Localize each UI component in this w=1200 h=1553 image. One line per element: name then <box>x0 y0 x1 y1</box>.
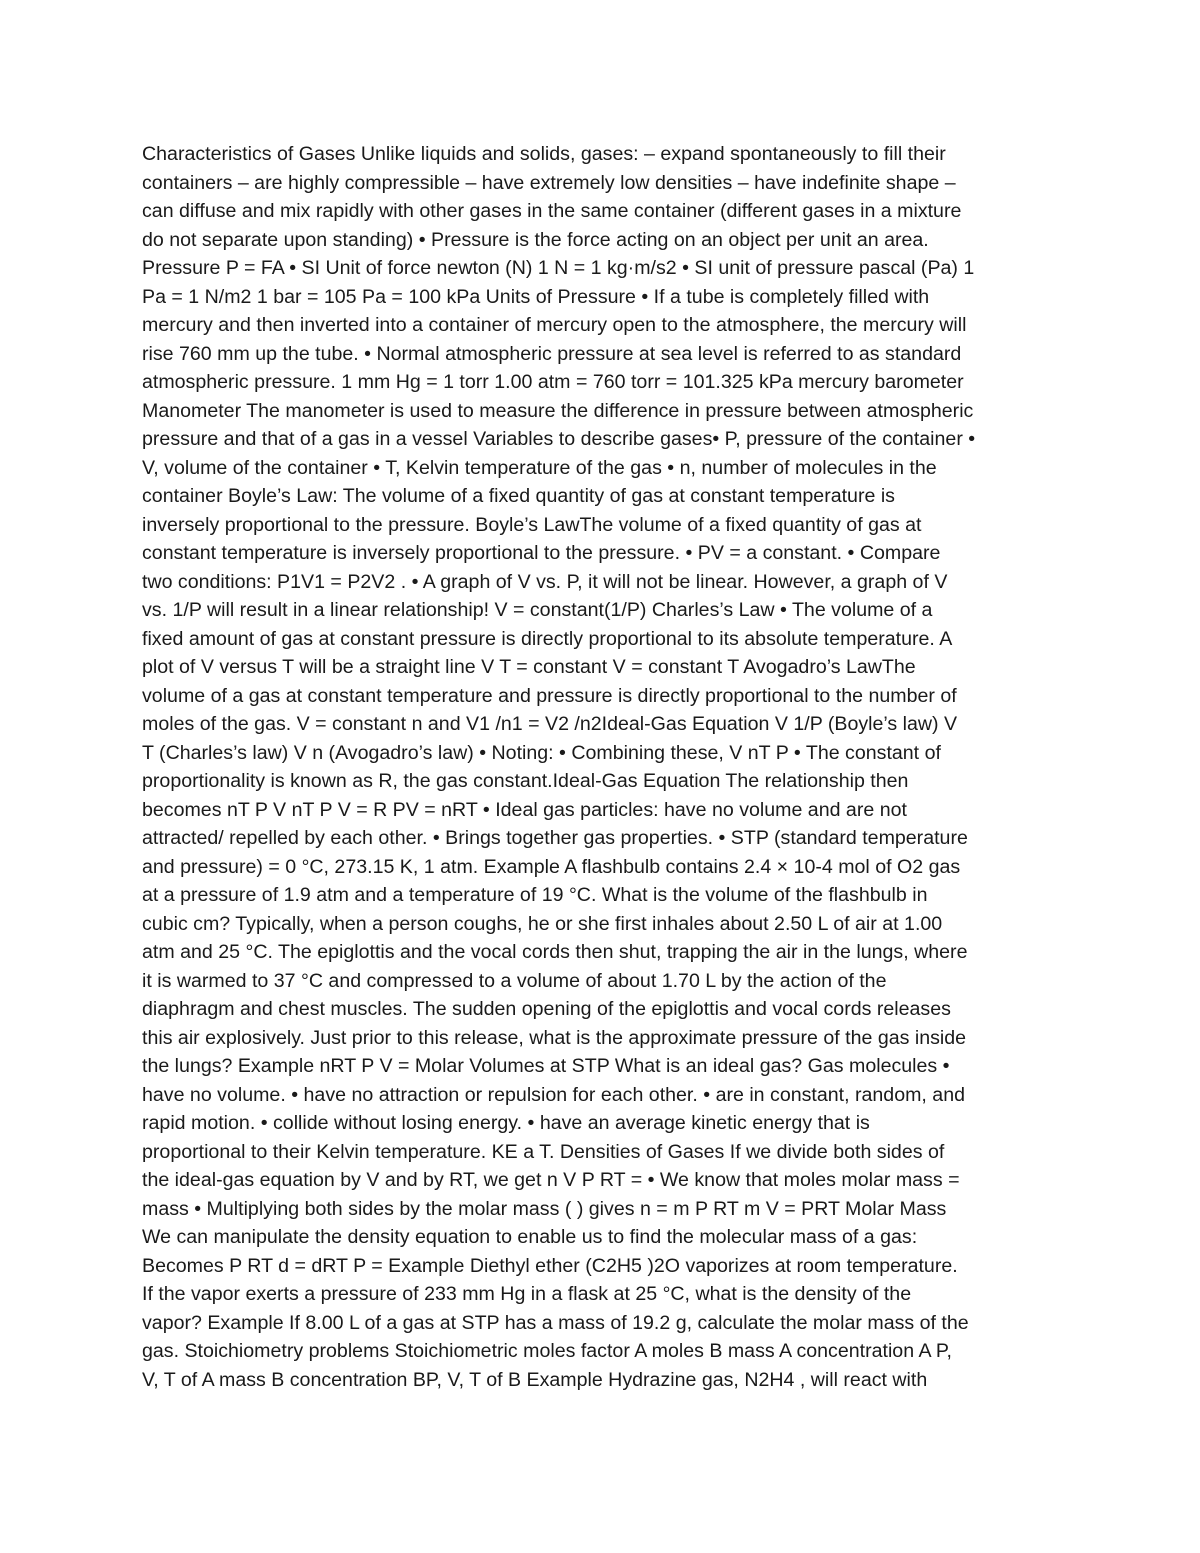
text-line: vapor? Example If 8.00 L of a gas at STP has a mass of 19.2 g, calculate the molar mass of the <box>142 1311 969 1334</box>
text-line: mass • Multiplying both sides by the molar mass ( ) gives n = m P RT m V = PRT Molar Mass <box>142 1197 947 1220</box>
text-line: containers – are highly compressible – have extremely low densities – have indefinite shape – <box>142 171 956 194</box>
text-line: V, T of A mass B concentration BP, V, T of B Example Hydrazine gas, N2H4 , will react with <box>142 1368 928 1391</box>
text-line: T (Charles’s law) V n (Avogadro’s law) • Noting: • Combining these, V nT P • The constant of <box>142 741 941 764</box>
text-line: If the vapor exerts a pressure of 233 mm Hg in a flask at 25 °C, what is the density of the <box>142 1283 912 1305</box>
text-line: Becomes P RT d = dRT P = Example Diethyl ether (C2H5 )2O vaporizes at room temperature. <box>142 1254 958 1277</box>
text-line: rise 760 mm up the tube. • Normal atmospheric pressure at sea level is referred to as standard <box>142 342 962 365</box>
text-line: inversely proportional to the pressure. Boyle’s LawThe volume of a fixed quantity of gas at <box>142 513 922 536</box>
text-line: pressure and that of a gas in a vessel Variables to describe gases• P, pressure of the container • <box>142 428 976 450</box>
text-line: gas. Stoichiometry problems Stoichiometric moles factor A moles B mass A concentration A P, <box>142 1340 952 1362</box>
text-line: becomes nT P V nT P V = R PV = nRT • Ideal gas particles: have no volume and are not <box>142 798 907 821</box>
text-line: two conditions: P1V1 = P2V2 . • A graph of V vs. P, it will not be linear. However, a graph of V <box>142 570 948 593</box>
text-line: V, volume of the container • T, Kelvin temperature of the gas • n, number of molecules in the <box>142 456 937 479</box>
text-line: do not separate upon standing) • Pressure is the force acting on an object per unit an area. <box>142 228 929 251</box>
text-line: cubic cm? Typically, when a person coughs, he or she first inhales about 2.50 L of air at 1.00 <box>142 912 943 935</box>
text-line: proportionality is known as R, the gas constant.Ideal-Gas Equation The relationship then <box>142 770 909 792</box>
text-line: mercury and then inverted into a container of mercury open to the atmosphere, the mercury will <box>142 314 967 336</box>
text-line: have no volume. • have no attraction or repulsion for each other. • are in constant, random, and <box>142 1083 965 1106</box>
text-line: atm and 25 °C. The epiglottis and the vocal cords then shut, trapping the air in the lungs, where <box>142 941 968 963</box>
text-line: fixed amount of gas at constant pressure is directly proportional to its absolute temperature. A <box>142 627 953 650</box>
text-line: plot of V versus T will be a straight line V T = constant V = constant T Avogadro’s LawThe <box>142 656 916 678</box>
text-line: volume of a gas at constant temperature and pressure is directly proportional to the number of <box>142 684 957 707</box>
text-line: constant temperature is inversely proportional to the pressure. • PV = a constant. • Compare <box>142 542 941 564</box>
text-line: container Boyle’s Law: The volume of a fixed quantity of gas at constant temperature is <box>142 485 895 507</box>
text-line: the lungs? Example nRT P V = Molar Volumes at STP What is an ideal gas? Gas molecules • <box>142 1055 950 1077</box>
text-line: the ideal-gas equation by V and by RT, we get n V P RT = • We know that moles molar mass = <box>142 1169 960 1191</box>
text-line: it is warmed to 37 °C and compressed to a volume of about 1.70 L by the action of the <box>142 969 887 992</box>
text-line: Manometer The manometer is used to measure the difference in pressure between atmospheric <box>142 399 974 422</box>
text-line: moles of the gas. V = constant n and V1 /n1 = V2 /n2Ideal-Gas Equation V 1/P (Boyle’s law) V <box>142 713 958 735</box>
text-line: attracted/ repelled by each other. • Brings together gas properties. • STP (standard temperature <box>142 827 968 849</box>
text-line: Pressure P = FA • SI Unit of force newton (N) 1 N = 1 kg·m/s2 • SI unit of pressure pascal (Pa) 1 <box>142 257 975 279</box>
text-line: Characteristics of Gases Unlike liquids and solids, gases: – expand spontaneously to fill their <box>142 143 946 165</box>
text-line: We can manipulate the density equation to enable us to find the molecular mass of a gas: <box>142 1226 918 1248</box>
text-line: rapid motion. • collide without losing energy. • have an average kinetic energy that is <box>142 1112 870 1134</box>
text-line: can diffuse and mix rapidly with other gases in the same container (different gases in a mixture <box>142 200 962 222</box>
text-line: at a pressure of 1.9 atm and a temperature of 19 °C. What is the volume of the flashbulb in <box>142 884 928 906</box>
text-line: Pa = 1 N/m2 1 bar = 105 Pa = 100 kPa Units of Pressure • If a tube is completely filled with <box>142 285 930 308</box>
text-line: atmospheric pressure. 1 mm Hg = 1 torr 1.00 atm = 760 torr = 101.325 kPa mercury barometer <box>142 371 964 393</box>
text-line: vs. 1/P will result in a linear relationship! V = constant(1/P) Charles’s Law • The volume of a <box>142 599 933 621</box>
text-line: diaphragm and chest muscles. The sudden opening of the epiglottis and vocal cords releases <box>142 998 951 1020</box>
body-text <box>142 140 1062 1394</box>
text-line: this air explosively. Just prior to this release, what is the approximate pressure of the gas inside <box>142 1026 967 1049</box>
text-line: proportional to their Kelvin temperature. KE a T. Densities of Gases If we divide both sides of <box>142 1140 945 1163</box>
text-line: and pressure) = 0 °C, 273.15 K, 1 atm. Example A flashbulb contains 2.4 × 10-4 mol of O2 gas <box>142 855 961 878</box>
